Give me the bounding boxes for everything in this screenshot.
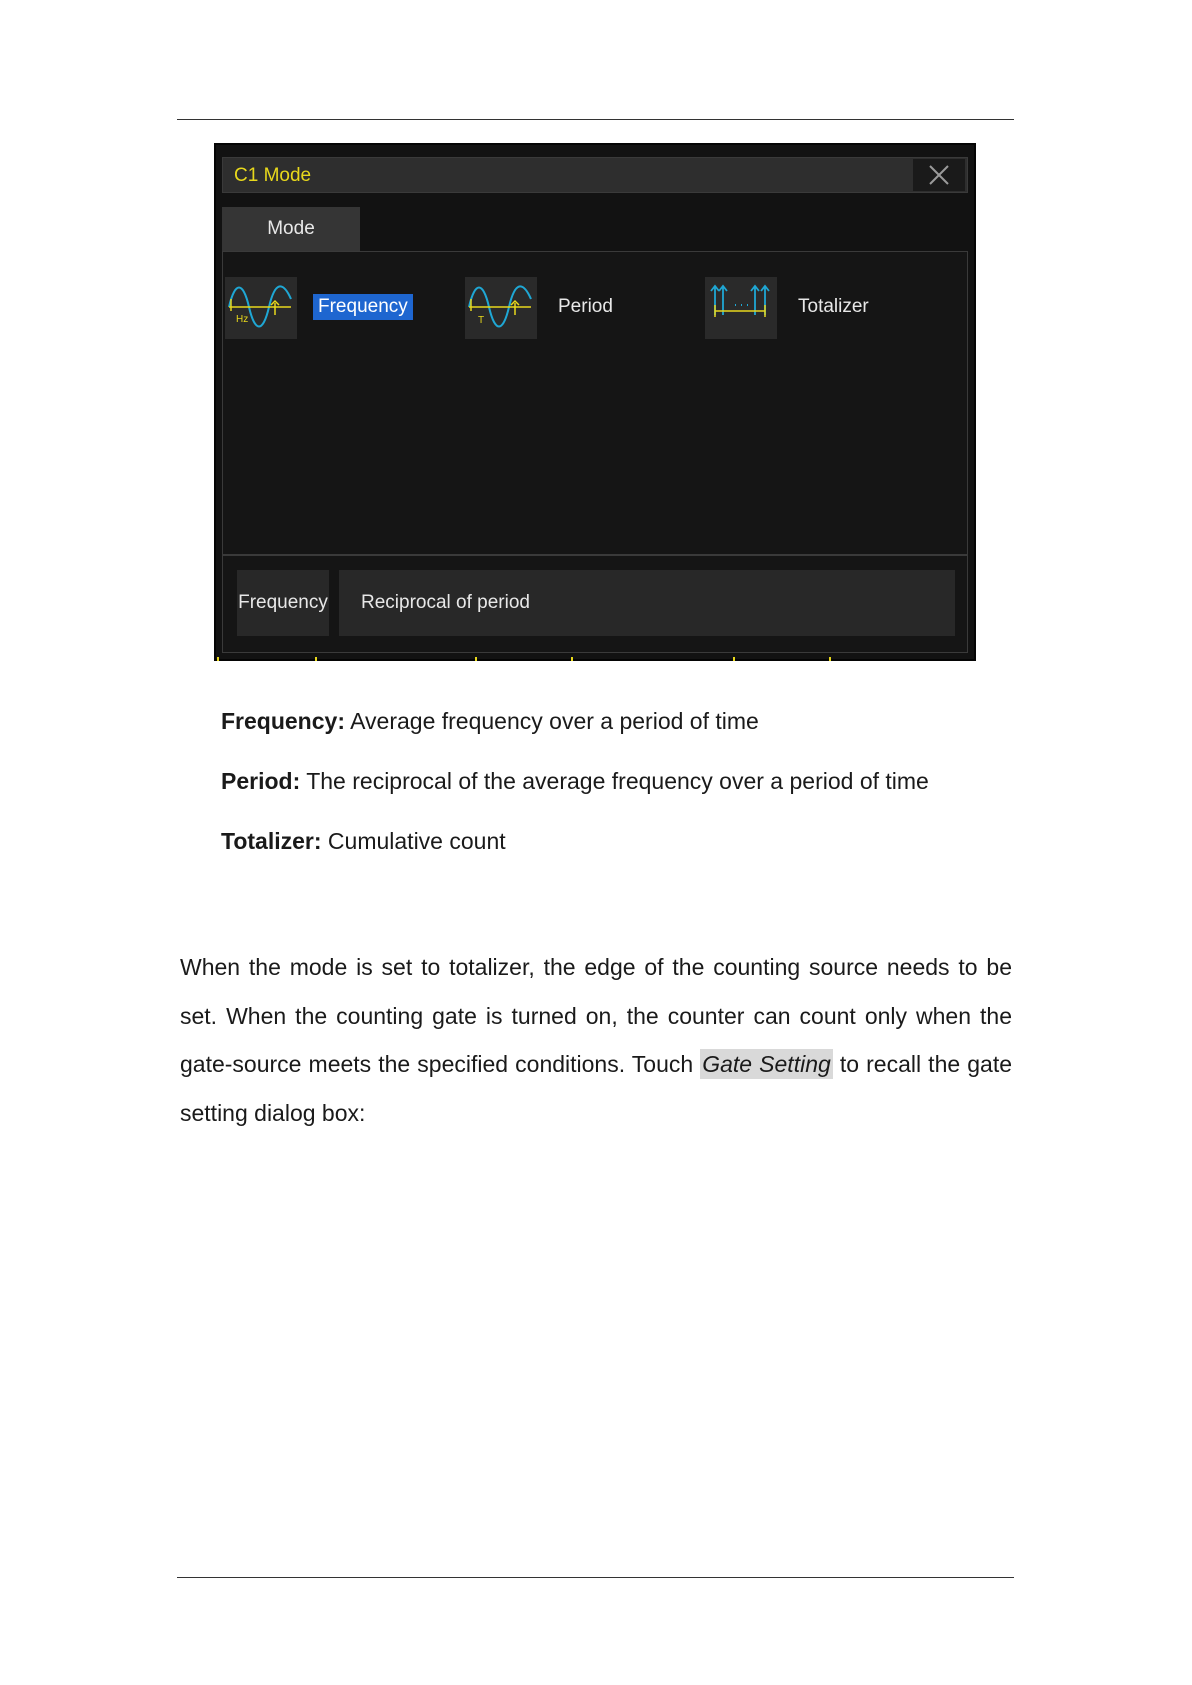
definition-term: Totalizer: [221, 828, 322, 854]
definition-text: Cumulative count [327, 828, 506, 854]
definition-frequency [221, 708, 759, 735]
definition-term: Frequency: [221, 708, 345, 734]
header-rule [177, 119, 1014, 120]
gate-setting-link[interactable]: Gate Setting [702, 1051, 831, 1077]
option-label: Period [558, 296, 613, 317]
definition-term: Period: [221, 768, 301, 794]
body-paragraph [180, 943, 1012, 1137]
definition-period [221, 768, 929, 795]
paragraph-text-before: When the mode is set to totalizer, the edge of the counting source needs to be set. When the counting gate is turned on, the counter can count only when the gate-source meets the specified conditions. Touch [180, 954, 1012, 1077]
selected-mode-name: Frequency [237, 570, 329, 636]
waveform-ticks [216, 657, 974, 661]
definition-totalizer [221, 828, 506, 855]
mode-description-bar [222, 555, 968, 653]
option-label: Totalizer [798, 296, 869, 317]
frequency-wave-icon [225, 277, 297, 339]
dialog-title: C1 Mode [234, 165, 312, 186]
svg-text:Hz: Hz [236, 314, 249, 325]
dialog-titlebar [222, 157, 968, 193]
close-button[interactable] [913, 159, 965, 191]
option-label: Frequency [313, 294, 413, 320]
selected-mode-description: Reciprocal of period [339, 570, 955, 636]
mode-dialog [214, 143, 976, 661]
totalizer-pulse-icon [705, 277, 777, 339]
close-icon [927, 163, 951, 187]
definition-text: The reciprocal of the average frequency over a period of time [306, 768, 929, 794]
tab-mode[interactable]: Mode [222, 207, 360, 251]
footer-rule [177, 1577, 1014, 1578]
period-wave-icon [465, 277, 537, 339]
definition-text: Average frequency over a period of time [350, 708, 759, 734]
paragraph-text-after: to recall the gate setting dialog box: [180, 1051, 1012, 1126]
svg-text:T: T [478, 315, 485, 326]
